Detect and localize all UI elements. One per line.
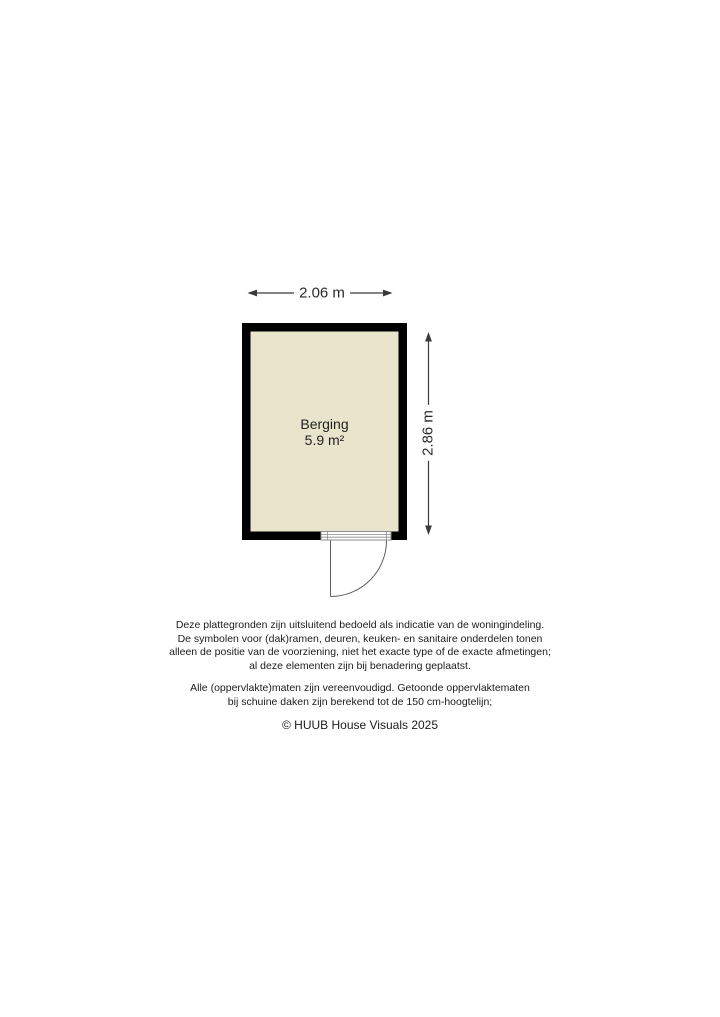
disclaimer-paragraph-2: [0, 682, 720, 709]
door: [321, 532, 391, 597]
disclaimer-line: al deze elementen zijn bij benadering geplaatst.: [249, 659, 471, 672]
disclaimer-line: bij schuine daken zijn berekend tot de 150 cm-hoogtelijn;: [227, 695, 493, 708]
disclaimer-line: Alle (oppervlakte)maten zijn vereenvoudigd. Getoonde oppervlaktematen: [190, 682, 530, 694]
door-threshold: [321, 532, 391, 541]
disclaimer-line: De symbolen voor (dak)ramen, deuren, keuken- en sanitaire onderdelen tonen: [177, 632, 543, 645]
arrow-right-icon: [383, 290, 393, 297]
room-label: [250, 331, 399, 532]
room-name: Berging: [300, 415, 349, 432]
copyright-notice: © HUUB House Visuals 2025: [281, 718, 439, 732]
disclaimer-line: Deze plattegronden zijn uitsluitend bedoeld als indicatie van de woningindeling.: [175, 619, 545, 631]
arrow-left-icon: [248, 290, 258, 297]
disclaimer-paragraph-1: [0, 619, 720, 673]
width-dimension-label: 2.06 m: [294, 285, 350, 302]
arrow-down-icon: [425, 526, 432, 536]
room-area: 5.9 m²: [304, 431, 345, 448]
disclaimer: [0, 619, 720, 718]
arrow-up-icon: [425, 332, 432, 342]
door-swing-arc: [331, 541, 387, 597]
height-dimension-label: 2.86 m: [420, 405, 437, 461]
disclaimer-line: alleen de positie van de voorziening, niet het exacte type of de exacte afmetingen;: [169, 646, 551, 658]
